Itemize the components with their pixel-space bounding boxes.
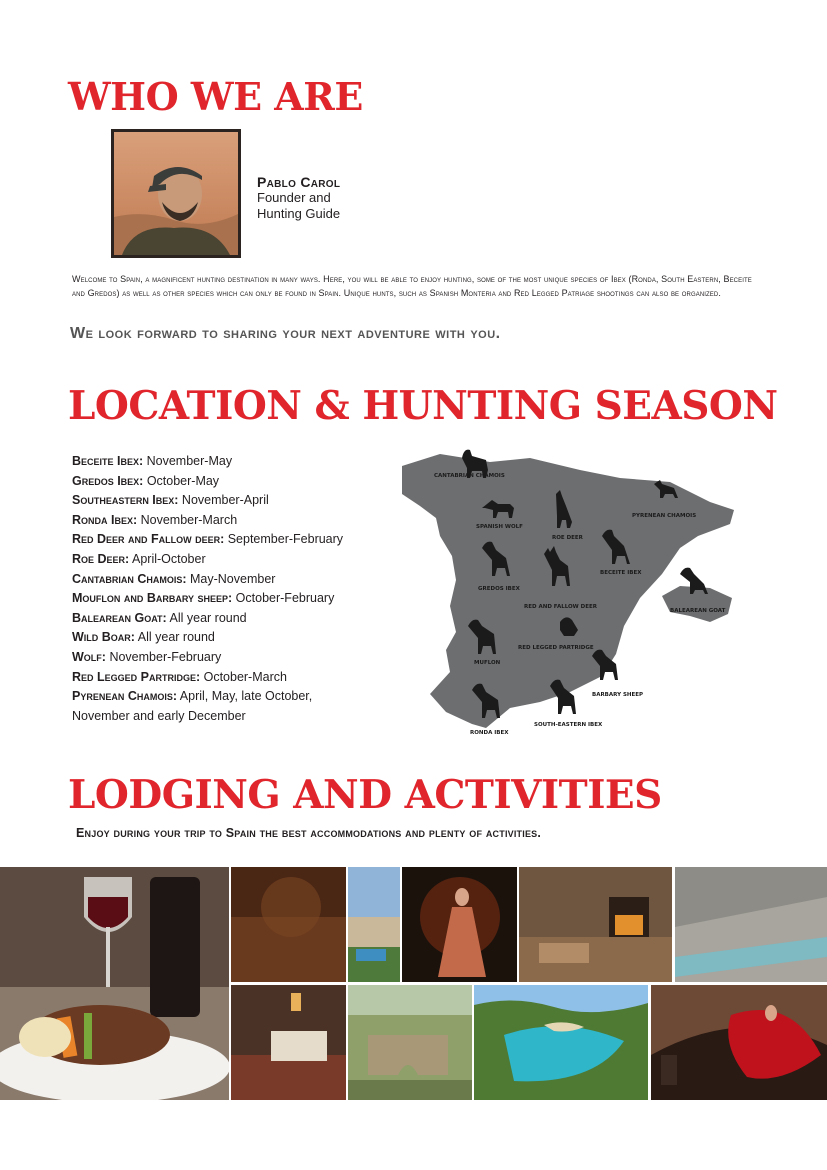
- season-row: [72, 511, 343, 531]
- season-row: [72, 668, 343, 688]
- map-label: MUFLON: [474, 660, 501, 666]
- season-species: Balearean Goat:: [72, 610, 167, 625]
- season-species: Wild Boar:: [72, 630, 135, 645]
- map-label: SOUTH-EASTERN IBEX: [534, 722, 603, 728]
- season-row: [72, 687, 343, 707]
- mediterranean-cove-photo: [474, 985, 648, 1100]
- ronda-bridge-photo: [348, 985, 472, 1100]
- spa-pool-photo: [675, 867, 827, 982]
- season-period: November-May: [143, 454, 233, 468]
- season-row: [72, 589, 343, 609]
- lodging-subtitle: Enjoy during your trip to Spain the best accommodations and plenty of activities.: [76, 826, 542, 840]
- season-species: Pyrenean Chamois:: [72, 689, 178, 704]
- hunting-season-list: [72, 452, 343, 726]
- founder-portrait-photo: [111, 129, 241, 258]
- map-label: RED LEGGED PARTRIDGE: [518, 645, 594, 651]
- season-period: May-November: [186, 571, 276, 586]
- map-label: PYRENEAN CHAMOIS: [632, 513, 697, 519]
- hunting-lodge-interior-photo: [519, 867, 672, 982]
- map-label: SPANISH WOLF: [476, 524, 523, 530]
- season-period: All year round: [166, 610, 247, 625]
- season-species: Wolf:: [72, 649, 106, 664]
- season-period: November-April: [178, 493, 269, 508]
- park-guell-photo: [348, 867, 400, 982]
- map-label: BECEITE IBEX: [600, 570, 642, 576]
- season-species: Gredos Ibex:: [72, 473, 144, 488]
- season-species: Southeastern Ibex:: [72, 493, 179, 508]
- tagline: We look forward to sharing your next adventure with you.: [70, 325, 501, 342]
- who-we-are-title: WHO WE ARE: [68, 74, 363, 119]
- season-row: [72, 550, 343, 570]
- map-label: GREDOS IBEX: [478, 586, 520, 592]
- season-row: [72, 570, 343, 590]
- location-season-title: LOCATION & HUNTING SEASON: [68, 383, 778, 429]
- gourmet-dinner-photo: [0, 867, 229, 1100]
- season-row: [72, 648, 343, 668]
- season-period: All year round: [134, 630, 215, 645]
- season-period: April-October: [129, 551, 206, 566]
- map-label: CANTABRIAN CHAMOIS: [434, 473, 505, 479]
- season-period: November and early December: [72, 708, 246, 723]
- season-row: [72, 707, 343, 727]
- map-label: BARBARY SHEEP: [592, 692, 644, 698]
- season-row: [72, 628, 343, 648]
- season-period: November-February: [105, 649, 222, 664]
- intro-paragraph: Welcome to Spain, a magnificent hunting destination in many ways. Here, you will be able to enjoy hunting, some of the most unique species of Ibex (Ronda, South Eastern, Beceite and Gredos) as well as other species which can only be found in Spain. Unique hunts, such as Spanish Monteria and Red Legged Patriage shootings can also be organized.: [72, 274, 752, 298]
- map-label: RONDA IBEX: [470, 730, 509, 736]
- season-species: Beceite Ibex:: [72, 454, 144, 468]
- season-period: October-February: [232, 591, 335, 606]
- season-period: September-February: [224, 532, 344, 547]
- founder-role-line2: Hunting Guide: [257, 206, 341, 221]
- map-label: BALEAREAN GOAT: [670, 608, 726, 614]
- season-row: [72, 530, 343, 550]
- season-row: [72, 452, 343, 472]
- lodging-activities-title: LODGING AND ACTIVITIES: [68, 772, 662, 818]
- wine-cellar-photo: [231, 867, 346, 982]
- map-label: ROE DEER: [552, 535, 583, 541]
- season-period: April, May, late October,: [177, 689, 313, 704]
- season-period: October-March: [200, 669, 287, 684]
- season-species: Roe Deer:: [72, 551, 130, 566]
- season-row: [72, 609, 343, 629]
- season-period: October-May: [143, 473, 220, 488]
- spain-hunting-map: [380, 436, 750, 736]
- season-row: [72, 491, 343, 511]
- founder-name: Pablo Carol: [257, 174, 341, 190]
- season-period: November-March: [137, 512, 238, 527]
- season-species: Cantabrian Chamois:: [72, 571, 187, 586]
- founder-role-line1: Founder and: [257, 190, 331, 205]
- season-species: Mouflon and Barbary sheep:: [72, 591, 233, 606]
- founder-info: [257, 174, 340, 222]
- season-row: [72, 472, 343, 492]
- flamenco-red-dress-photo: [651, 985, 827, 1100]
- season-species: Red Deer and Fallow deer:: [72, 532, 225, 547]
- map-label: RED AND FALLOW DEER: [524, 604, 597, 610]
- balearic-islands-shape: [662, 586, 732, 622]
- season-species: Ronda Ibex:: [72, 512, 138, 527]
- flamenco-dancer-photo: [402, 867, 517, 982]
- hotel-bedroom-photo: [231, 985, 346, 1100]
- season-species: Red Legged Partridge:: [72, 669, 201, 684]
